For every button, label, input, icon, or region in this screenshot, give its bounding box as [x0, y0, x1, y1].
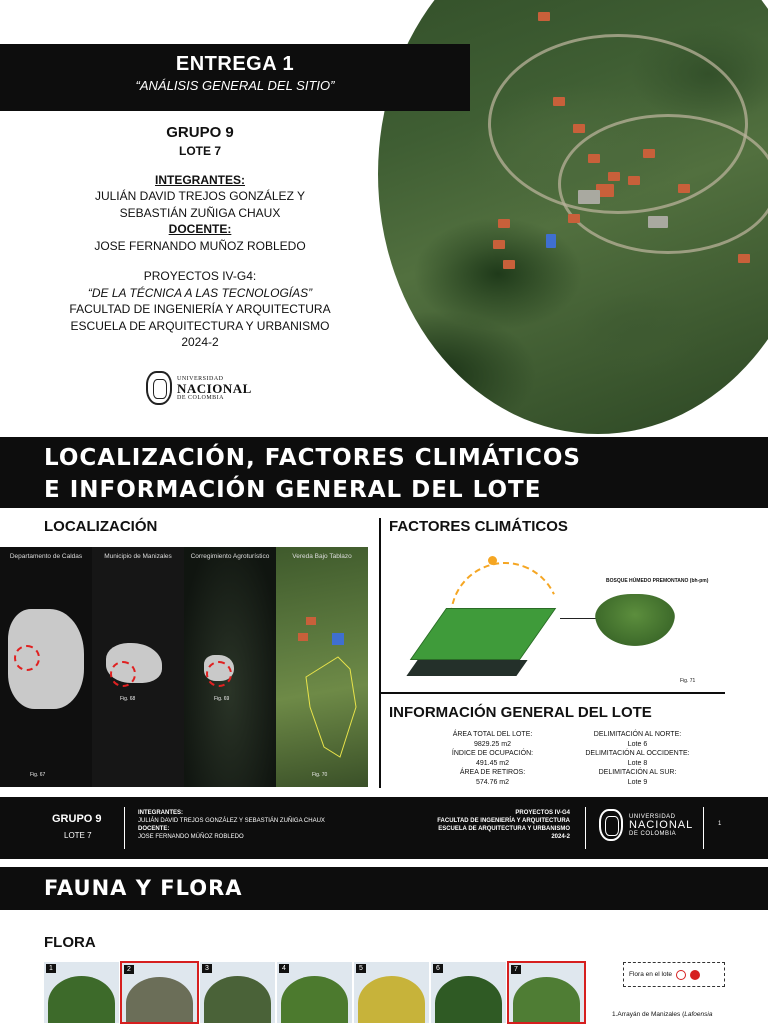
horizontal-divider	[381, 692, 725, 694]
fauna-heading: FAUNA Y FLORA	[44, 876, 243, 900]
group-label: GRUPO 9	[166, 124, 234, 141]
university-logo: UNIVERSIDAD NACIONAL DE COLOMBIA	[146, 371, 252, 405]
university-seal-icon	[599, 809, 623, 841]
flora-photo[interactable]: 1	[43, 961, 120, 1024]
flora-photo[interactable]: 2	[120, 961, 199, 1024]
teacher-heading: DOCENTE:	[168, 222, 232, 236]
map-department: Departamento de Caldas Fig. 67	[0, 547, 92, 787]
teacher-name: JOSE FERNANDO MUÑOZ ROBLEDO	[94, 238, 306, 253]
flora-legend: Flora en el lote	[623, 962, 725, 987]
footer-group: GRUPO 9	[52, 813, 102, 825]
location-maps	[0, 547, 368, 787]
cover-info	[40, 123, 360, 351]
page-number: 1	[718, 821, 722, 827]
flora-photo[interactable]: 6	[430, 961, 507, 1024]
flora-photo[interactable]: 7	[507, 961, 586, 1024]
faculty-label: FACULTAD DE INGENIERÍA Y ARQUITECTURA	[69, 302, 331, 316]
filled-circle-icon	[690, 970, 700, 980]
section-heading-line1: LOCALIZACIÓN, FACTORES CLIMÁTICOS	[44, 445, 581, 471]
flora-note: 1.Arrayán de Manizales (Lafoensia	[612, 1011, 713, 1018]
vertical-divider	[379, 518, 381, 788]
cover-title: ENTREGA 1	[175, 53, 295, 75]
forest-image	[595, 594, 675, 646]
term-label: 2024-2	[181, 335, 219, 349]
outline-circle-icon	[676, 970, 686, 980]
member-2: SEBASTIÁN ZUÑIGA CHAUX	[119, 205, 281, 220]
member-1: JULIÁN DAVID TREJOS GONZÁLEZ Y	[94, 189, 306, 203]
course-label: PROYECTOS IV-G4:	[143, 269, 257, 283]
map-corregimiento: Corregimiento Agroturístico Fig. 69	[184, 547, 276, 787]
lot-label: LOTE 7	[178, 144, 221, 158]
members-heading: INTEGRANTES:	[155, 172, 245, 187]
section-header-fauna	[0, 867, 768, 910]
footer-university-logo: UNIVERSIDAD NACIONAL DE COLOMBIA	[599, 809, 693, 841]
lot-outline-icon	[276, 547, 368, 787]
map-municipality: Municipio de Manizales Fig. 68	[92, 547, 184, 787]
climate-diagram: BOSQUE HÚMEDO PREMONTANO (bh-pm) Fig. 71	[410, 548, 720, 688]
section-header-localizacion	[0, 437, 768, 508]
lot-info-title: INFORMACIÓN GENERAL DEL LOTE	[389, 704, 652, 721]
flora-title: FLORA	[44, 934, 96, 951]
footer-credits: INTEGRANTES: JULIÁN DAVID TREJOS GONZÁLEZ Y SEBASTIÁN ZUÑIGA CHAUX DOCENTE: JOSE FERNANDO MÚÑOZ ROBLEDO	[138, 810, 325, 840]
course-theme: “DE LA TÉCNICA A LAS TECNOLOGÍAS”	[87, 285, 313, 300]
footer-course: PROYECTOS IV-G4 FACULTAD DE INGENIERÍA Y ARQUITECTURA ESCUELA DE ARQUITECTURA Y URBANISMO 2024-2	[437, 810, 570, 840]
climate-zone-label: BOSQUE HÚMEDO PREMONTANO (bh-pm)	[606, 578, 709, 584]
flora-photo[interactable]: 5	[353, 961, 430, 1024]
cover-subtitle: “ANÁLISIS GENERAL DEL SITIO”	[135, 78, 335, 93]
footer-lot: LOTE 7	[64, 831, 92, 840]
university-seal-icon	[146, 371, 172, 405]
section-heading-line2: E INFORMACIÓN GENERAL DEL LOTE	[44, 477, 542, 503]
page-footer	[0, 797, 768, 859]
map-vereda: Vereda Bajo Tablazo Fig. 70	[276, 547, 368, 787]
flora-photo[interactable]: 4	[276, 961, 353, 1024]
localizacion-title: LOCALIZACIÓN	[44, 518, 158, 535]
flora-photo[interactable]: 3	[199, 961, 276, 1024]
lot-info-right: DELIMITACIÓN AL NORTE: Lote 6 DELIMITACIÓN AL OCCIDENTE: Lote 8 DELIMITACIÓN AL SUR: Lote 9	[585, 731, 690, 786]
flora-gallery	[43, 961, 586, 1024]
climate-title: FACTORES CLIMÁTICOS	[389, 518, 568, 535]
school-label: ESCUELA DE ARQUITECTURA Y URBANISMO	[70, 318, 330, 333]
lot-info-table	[420, 730, 710, 787]
lot-info-left: ÁREA TOTAL DEL LOTE: 9829.25 m2 ÍNDICE DE OCUPACIÓN: 491.45 m2 ÁREA DE RETIROS: 574.76 m2	[451, 731, 534, 786]
cover-title-bar	[0, 44, 470, 111]
